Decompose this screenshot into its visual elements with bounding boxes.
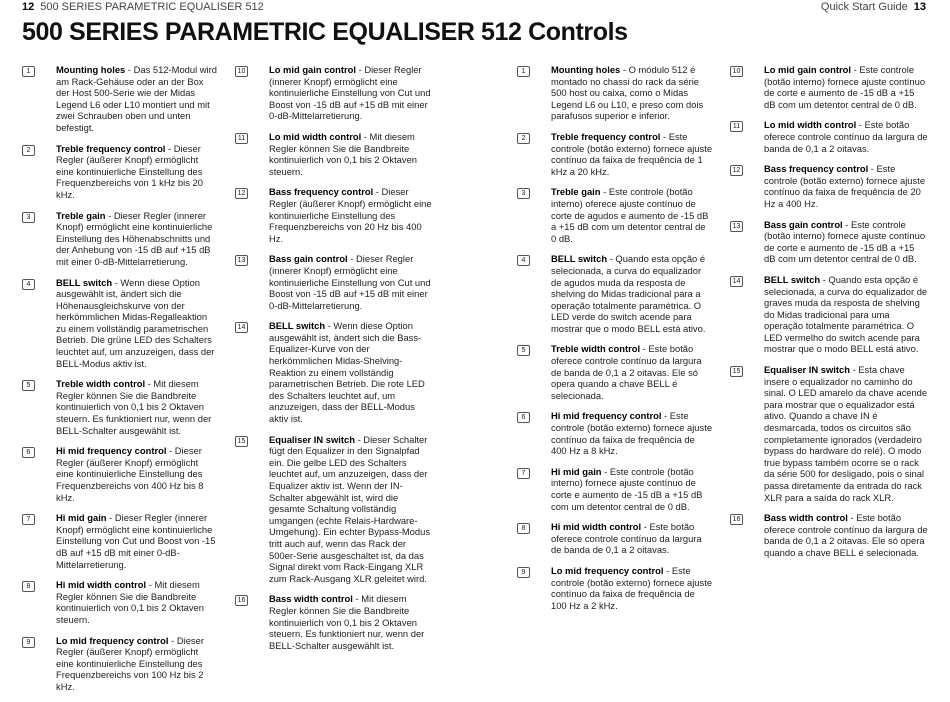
control-list-item xyxy=(22,378,218,436)
control-list-item xyxy=(517,186,713,244)
item-number-badge: 8 xyxy=(22,581,35,592)
control-list-item xyxy=(22,635,218,693)
header-right xyxy=(821,1,926,13)
control-name: Treble width control xyxy=(551,343,641,355)
column-german-1 xyxy=(22,64,218,702)
control-description-text: - Das 512-Modul wird am Rack-Gehäuse oder an der Box der Host 500-Serie wie der Midas Legend L6 oder L10 montiert und mit zwei Schrauben oben und unten befestigt. xyxy=(56,64,217,133)
item-number-badge: 13 xyxy=(235,255,248,266)
control-name: Treble gain xyxy=(551,186,601,198)
control-description-text: - Dieser Regler (äußerer Knopf) ermöglicht eine kontinuierliche Einstellung des Frequenzbereichs von 400 Hz bis 8 kHz. xyxy=(56,445,204,503)
control-name: Bass width control xyxy=(269,593,353,605)
control-name: Hi mid width control xyxy=(56,579,147,591)
control-description-text: - Mit diesem Regler können Sie die Bandbreite kontinuierlich von 0,1 bis 2 Oktaven steuern. Es funktioniert nur, wenn der BELL-Schalter ausgewählt ist. xyxy=(269,593,425,651)
item-description xyxy=(56,210,218,268)
control-name: Bass frequency control xyxy=(269,186,374,198)
item-description xyxy=(269,320,433,424)
item-description xyxy=(269,131,433,177)
item-number-badge: 4 xyxy=(517,255,530,266)
control-description-text: - Dieser Schalter fügt den Equalizer in den Signalpfad ein. Die gelbe LED des Schalters leuchtet auf, um anzuzeigen, dass der Equalizer aktiv ist. Wenn der IN-Schalter abgewählt ist, wird die gesamte Schaltung vollständig umgangen (echte Relais-Hardware-Umgehung). Ein echter Bypass-Modus tritt auch auf, wenn das Rack der 500er-Serie ausgeschaltet ist, da das Signal direkt vom Rack-Eingang XLR zum Rack-Ausgang XLR geleitet wird. xyxy=(269,433,431,584)
page-header xyxy=(0,0,950,14)
item-description xyxy=(764,219,928,265)
item-number-badge: 7 xyxy=(517,468,530,479)
item-description xyxy=(551,466,713,512)
control-list-item xyxy=(517,131,713,177)
control-name: Lo mid gain control xyxy=(764,64,851,75)
left-page-number: 12 xyxy=(22,1,35,13)
item-number-badge: 14 xyxy=(235,322,248,333)
item-description xyxy=(56,378,218,436)
control-description-text: - Este botão oferece controle contínuo da largura de banda de 0,1 a 2 oitavas. xyxy=(551,521,702,556)
control-name: Treble frequency control xyxy=(551,130,661,142)
item-number-badge: 6 xyxy=(517,412,530,423)
control-list-item xyxy=(22,277,218,370)
control-description-text: - Dieser Regler (innerer Knopf) ermöglicht eine kontinuierliche Einstellung von Cut und Boost von -15 dB auf +15 dB mit einer 0-dB-Mittelarretierung. xyxy=(269,253,431,311)
control-name: Hi mid frequency control xyxy=(551,410,662,422)
control-list-item xyxy=(22,64,218,134)
control-name: Bass frequency control xyxy=(764,163,869,175)
control-list-item xyxy=(235,593,433,651)
item-description xyxy=(551,186,713,244)
control-list-item xyxy=(730,163,928,209)
item-description xyxy=(269,186,433,244)
item-number-badge: 10 xyxy=(235,66,248,77)
item-description xyxy=(551,343,713,401)
control-description-text: - Este controle (botão interno) fornece ajuste contínuo de corte e aumento de -15 dB a +15 dB com um detentor central de 0 dB. xyxy=(764,64,926,110)
control-name: Mounting holes xyxy=(551,64,621,75)
control-name: Lo mid width control xyxy=(764,119,857,131)
control-description-text: - Mit diesem Regler können Sie die Bandbreite kontinuierlich von 0,1 bis 2 Oktaven steuern. xyxy=(56,579,204,625)
control-list-item xyxy=(22,445,218,503)
document-title-running: 500 SERIES PARAMETRIC EQUALISER 512 xyxy=(40,1,264,13)
control-list-item xyxy=(730,119,928,154)
control-description-text: - Este botão oferece controle contínuo da largura de banda de 0,1 a 2 oitavas. Ele só opera quando a chave BELL é selecionada. xyxy=(764,512,928,558)
column-portuguese-2 xyxy=(730,64,928,568)
control-description-text: - Mit diesem Regler können Sie die Bandbreite kontinuierlich von 0,1 bis 2 Oktaven steuern. Es funktioniert nur, wenn der BELL-Schalter ausgewählt ist. xyxy=(56,378,212,436)
item-description xyxy=(551,565,713,611)
item-description xyxy=(269,64,433,122)
control-list-item xyxy=(730,219,928,265)
control-list-item xyxy=(730,274,928,355)
item-number-badge: 1 xyxy=(22,66,35,77)
item-number-badge: 15 xyxy=(235,436,248,447)
item-number-badge: 16 xyxy=(730,514,743,525)
control-description-text: - Este controle (botão externo) fornece ajuste contínuo da faixa de frequência de 1 kHz a 20 kHz. xyxy=(551,130,713,177)
item-number-badge: 10 xyxy=(730,66,743,77)
control-name: BELL switch xyxy=(56,276,113,288)
header-left xyxy=(22,1,264,13)
item-number-badge: 12 xyxy=(235,188,248,199)
control-name: BELL switch xyxy=(764,273,821,285)
control-name: Bass gain control xyxy=(269,253,348,265)
control-list-item xyxy=(517,253,713,334)
control-description-text: - Este botão oferece controle contínuo da largura de banda de 0,1 a 2 oitavas. xyxy=(764,119,928,154)
item-number-badge: 5 xyxy=(22,380,35,391)
control-name: Lo mid gain control xyxy=(269,64,356,75)
item-description xyxy=(764,163,928,209)
item-description xyxy=(269,434,433,585)
control-description-text: - Wenn diese Option ausgewählt ist, ändert sich die Höhenausgleichskurve von der herkömmlichen Midas-Regalleaktion zu einem vollständig parametrischen Betrieb. Die grüne LED des Schalters leuchtet auf, um anzuzeigen, dass der BELL-Modus aktiv ist. xyxy=(56,276,215,369)
item-description xyxy=(764,119,928,154)
control-name: Treble width control xyxy=(56,378,146,390)
right-page-number: 13 xyxy=(913,1,926,13)
control-description-text: - Mit diesem Regler können Sie die Bandbreite kontinuierlich von 0,1 bis 2 Oktaven steuern. xyxy=(269,130,417,177)
item-description xyxy=(56,635,218,693)
control-description-text: - Este controle (botão externo) fornece ajuste contínuo da faixa de frequência de 100 Hz a 2 kHz. xyxy=(551,564,713,611)
control-list-item xyxy=(517,521,713,556)
control-description-text: - Dieser Regler (äußerer Knopf) ermöglicht eine kontinuierliche Einstellung des Frequenzbereichs von 1 kHz bis 20 kHz. xyxy=(56,142,203,200)
control-list-item xyxy=(22,512,218,570)
item-description xyxy=(551,64,713,122)
control-list-item xyxy=(235,131,433,177)
control-name: Lo mid frequency control xyxy=(56,634,169,646)
control-description-text: - Dieser Regler (innerer Knopf) ermöglicht eine kontinuierliche Einstellung von Cut und Boost von -15 dB auf +15 dB mit einer 0-dB-Mittelarretierung. xyxy=(56,512,216,570)
item-number-badge: 2 xyxy=(517,133,530,144)
control-description-text: - Dieser Regler (innerer Knopf) ermöglicht eine kontinuierliche Einstellung von Cut und Boost von -15 dB auf +15 dB mit einer 0-dB-Mittelarretierung. xyxy=(269,64,431,122)
control-name: Treble gain xyxy=(56,209,106,221)
control-description-text: - Este controle (botão externo) fornece ajuste contínuo da faixa de frequência de 20 Hz a 400 Hz. xyxy=(764,163,926,209)
control-name: Bass width control xyxy=(764,512,848,524)
control-name: Hi mid width control xyxy=(551,521,642,533)
control-description-text: - Este controle (botão interno) oferece ajuste contínuo de corte de agudos e aumento de -15 dB a +15 dB com um detentor central de 0 dB. xyxy=(551,186,709,244)
control-name: Equaliser IN switch xyxy=(269,433,355,445)
control-description-text: - O módulo 512 é montado no chassi do rack da série 500 host ou caixa, como o Midas Legend L6 ou L10, e preso com dois parafusos superior e inferior. xyxy=(551,64,704,122)
control-name: Mounting holes xyxy=(56,64,126,75)
item-number-badge: 15 xyxy=(730,366,743,377)
control-list-item xyxy=(517,466,713,512)
control-description-text: - Quando esta opção é selecionada, a curva do equalizador de graves muda da resposta de shelving do Midas tradicional para uma operação totalmente paramétrica. O LED vermelho do switch acende para mostrar que o modo BELL está ativo. xyxy=(764,273,928,355)
column-german-2 xyxy=(235,64,433,660)
item-number-badge: 11 xyxy=(730,121,743,132)
control-list-item xyxy=(235,434,433,585)
item-number-badge: 6 xyxy=(22,447,35,458)
control-list-item xyxy=(517,410,713,456)
control-description-text: - Este controle (botão interno) fornece ajuste contínuo de corte e aumento de -15 dB a +15 dB com um detentor central de 0 dB. xyxy=(764,218,926,265)
item-description xyxy=(56,277,218,370)
control-list-item xyxy=(517,343,713,401)
item-description xyxy=(551,521,713,556)
control-list-item xyxy=(730,364,928,503)
item-number-badge: 1 xyxy=(517,66,530,77)
control-description-text: - Este controle (botão interno) fornece ajuste contínuo de corte e aumento de -15 dB a +15 dB com um detentor central de 0 dB. xyxy=(551,465,703,512)
control-name: Lo mid width control xyxy=(269,130,362,142)
item-number-badge: 12 xyxy=(730,165,743,176)
item-description xyxy=(551,410,713,456)
control-name: Hi mid gain xyxy=(551,465,602,477)
item-number-badge: 9 xyxy=(517,567,530,578)
control-description-text: - Quando esta opção é selecionada, a curva do equalizador de agudos muda da resposta de shelving do Midas tradicional para a operação totalmente paramétrica. O LED verde do switch acende para mostrar que o modo BELL está ativo. xyxy=(551,253,706,334)
item-description xyxy=(551,131,713,177)
control-name: Equaliser IN switch xyxy=(764,364,850,376)
control-list-item xyxy=(730,512,928,558)
control-name: BELL switch xyxy=(269,320,326,332)
control-list-item xyxy=(235,186,433,244)
control-list-item xyxy=(22,210,218,268)
control-list-item xyxy=(22,143,218,201)
item-number-badge: 13 xyxy=(730,221,743,232)
item-description xyxy=(56,143,218,201)
item-description xyxy=(56,512,218,570)
item-description xyxy=(56,579,218,625)
item-description xyxy=(764,364,928,503)
control-name: Hi mid frequency control xyxy=(56,445,167,457)
control-description-text: - Dieser Regler (äußerer Knopf) ermöglicht eine kontinuierliche Einstellung des Frequenzbereichs von 20 Hz bis 400 Hz. xyxy=(269,186,432,244)
item-description xyxy=(56,445,218,503)
item-description xyxy=(269,593,433,651)
control-name: Hi mid gain xyxy=(56,512,107,524)
control-description-text: - Esta chave insere o equalizador no caminho do sinal. O LED amarelo da chave acende para mostrar que o equalizador está ativo. Quando a chave IN é desmarcada, todos os circuitos são completamente ignorados (verdadeiro bypass do hardware do relé). O modo true bypass também ocorre se o rack da série 500 for desligado, pois o sinal passa diretamente da entrada do rack XLR para a saída do rack XLR. xyxy=(764,364,928,503)
guide-title-running: Quick Start Guide xyxy=(820,1,908,13)
control-list-item xyxy=(730,64,928,110)
control-name: Lo mid frequency control xyxy=(551,564,664,576)
control-description-text: - Este botão oferece controle contínuo da largura de banda de 0,1 a 2 oitavas. Ele só opera quando a chave BELL é selecionada. xyxy=(551,343,702,401)
item-number-badge: 7 xyxy=(22,514,35,525)
item-description xyxy=(764,274,928,355)
control-description-text: - Wenn diese Option ausgewählt ist, ändert sich die Bass-Equalizer-Kurve von der herkömmlichen Midas-Shelving-Reaktion zu einem vollständig parametrischen Betrieb. Die rote LED des Schalters leuchtet auf, um anzuzeigen, dass der BELL-Modus aktiv ist. xyxy=(269,320,425,425)
item-description xyxy=(269,253,433,311)
item-number-badge: 16 xyxy=(235,595,248,606)
item-description xyxy=(764,512,928,558)
item-number-badge: 4 xyxy=(22,279,35,290)
item-number-badge: 3 xyxy=(517,188,530,199)
control-name: BELL switch xyxy=(551,253,608,265)
item-description xyxy=(551,253,713,334)
control-name: Treble frequency control xyxy=(56,142,166,154)
item-number-badge: 3 xyxy=(22,212,35,223)
control-name: Bass gain control xyxy=(764,218,843,230)
control-description-text: - Dieser Regler (äußerer Knopf) ermöglicht eine kontinuierliche Einstellung des Frequenzbereichs von 100 Hz bis 2 kHz. xyxy=(56,634,204,692)
page-title: 500 SERIES PARAMETRIC EQUALISER 512 Controls xyxy=(22,18,628,46)
control-description-text: - Dieser Regler (innerer Knopf) ermöglicht eine kontinuierliche Einstellung des Höhenabschnitts und der Anhebung von -15 dB auf +15 dB mit einer 0-dB-Mittelarretierung. xyxy=(56,209,213,267)
item-description xyxy=(764,64,928,110)
control-list-item xyxy=(517,64,713,122)
control-list-item xyxy=(235,253,433,311)
item-description xyxy=(56,64,218,134)
control-list-item xyxy=(235,64,433,122)
item-number-badge: 5 xyxy=(517,345,530,356)
item-number-badge: 14 xyxy=(730,276,743,287)
control-description-text: - Este controle (botão externo) fornece ajuste contínuo da faixa de frequência de 400 Hz a 8 kHz. xyxy=(551,410,713,457)
item-number-badge: 9 xyxy=(22,637,35,648)
column-portuguese-1 xyxy=(517,64,713,620)
item-number-badge: 8 xyxy=(517,523,530,534)
control-list-item xyxy=(22,579,218,625)
item-number-badge: 11 xyxy=(235,133,248,144)
item-number-badge: 2 xyxy=(22,145,35,156)
control-list-item xyxy=(235,320,433,424)
control-list-item xyxy=(517,565,713,611)
